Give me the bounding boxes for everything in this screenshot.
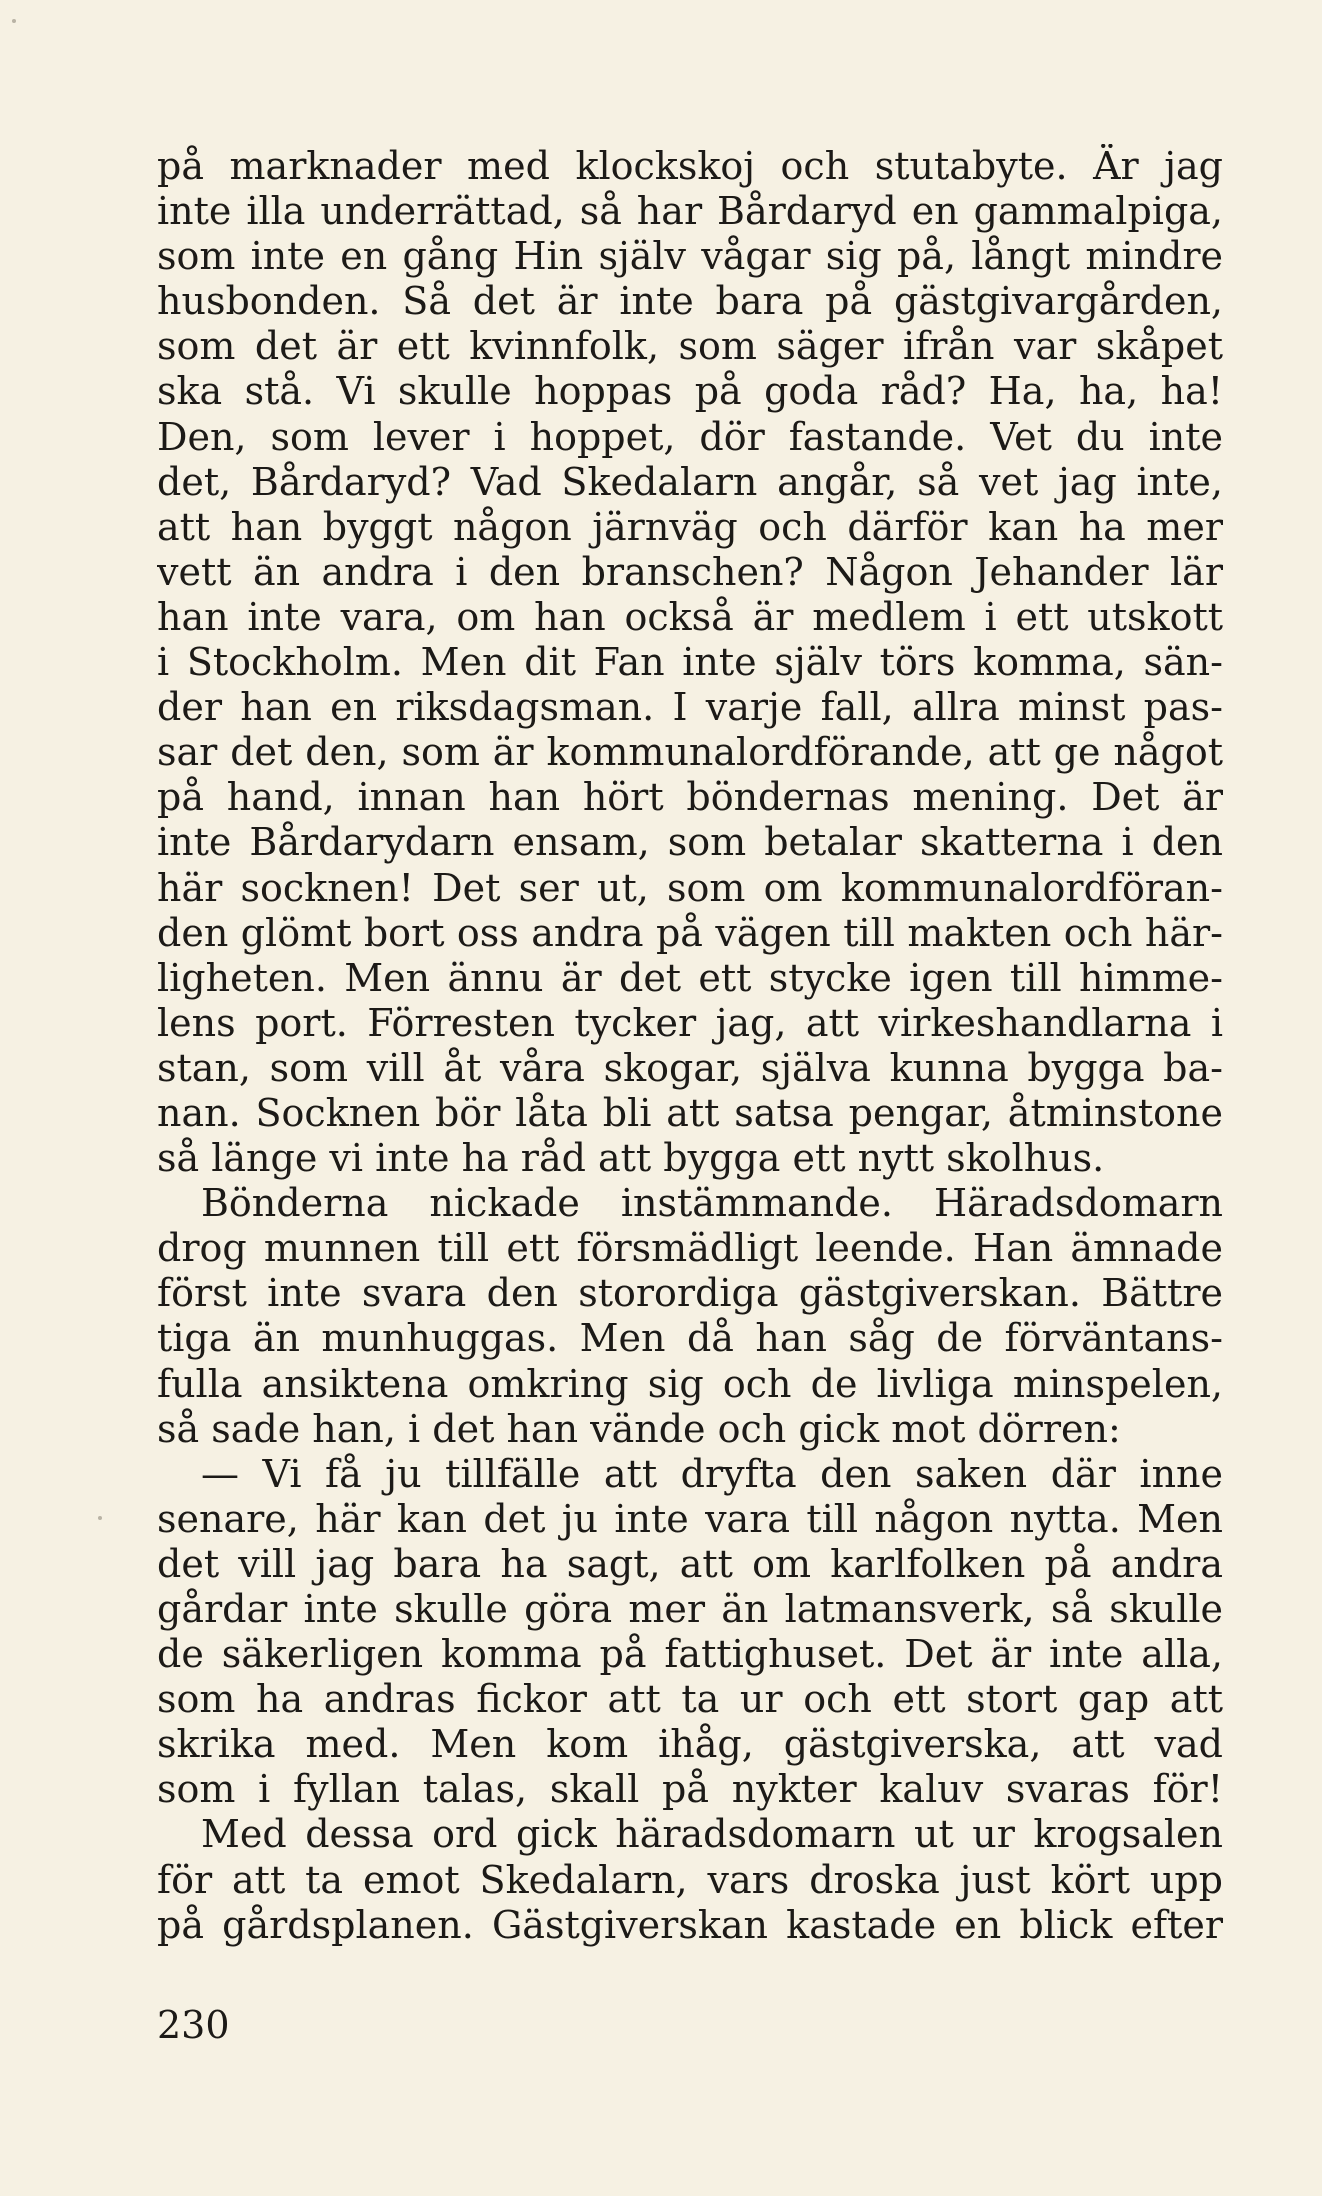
text-line: på hand, innan han hört böndernas mening. Det är (157, 775, 1223, 820)
text-line: det, Bårdaryd? Vad Skedalarn angår, så vet jag inte, (157, 459, 1223, 504)
text-line: der han en riksdagsman. I varje fall, allra minst pas- (157, 685, 1223, 730)
text-line: — Vi få ju tillfälle att dryfta den saken där inne (201, 1451, 1223, 1496)
text-line: för att ta emot Skedalarn, vars droska just kört upp (157, 1857, 1223, 1902)
text-line: den glömt bort oss andra på vägen till makten och här- (157, 910, 1223, 955)
text-line: först inte svara den storordiga gästgiverskan. Bättre (157, 1271, 1223, 1316)
text-line: han inte vara, om han också är medlem i ett utskott (157, 594, 1223, 639)
paper-speck-margin (98, 1516, 102, 1520)
text-line: som det är ett kvinnfolk, som säger ifrån var skåpet (157, 324, 1223, 369)
text-line: skrika med. Men kom ihåg, gästgiverska, att vad (157, 1722, 1223, 1767)
text-line: senare, här kan det ju inte vara till någon nytta. Men (157, 1496, 1223, 1541)
text-line: Bönderna nickade instämmande. Häradsdomarn (201, 1181, 1223, 1226)
text-line: gårdar inte skulle göra mer än latmansverk, så skulle (157, 1587, 1223, 1631)
text-line: på gårdsplanen. Gästgiverskan kastade en blick efter (157, 1902, 1223, 1947)
paper-speck-top (12, 19, 16, 23)
text-line: att han byggt någon järnväg och därför kan ha mer (157, 504, 1223, 549)
text-line: på marknader med klockskoj och stutabyte. Är jag (157, 144, 1223, 188)
text-line: drog munnen till ett försmädligt leende. Han ämnade (157, 1226, 1223, 1271)
text-line: så sade han, i det han vände och gick mot dörren: (157, 1406, 1121, 1451)
text-line: här socknen! Det ser ut, som om kommunalordföran- (157, 865, 1223, 910)
text-line: som inte en gång Hin själv vågar sig på, långt mindre (157, 234, 1223, 279)
text-line: ska stå. Vi skulle hoppas på goda råd? Ha, ha, ha! (157, 369, 1223, 414)
text-line: de säkerligen komma på fattighuset. Det är inte alla, (157, 1632, 1223, 1677)
text-line: inte illa underrättad, så har Bårdaryd en gammalpiga, (157, 189, 1223, 234)
text-line: Den, som lever i hoppet, dör fastande. Vet du inte (157, 414, 1223, 459)
page-number: 230 (157, 2003, 230, 2047)
text-line: fulla ansiktena omkring sig och de livliga minspelen, (157, 1361, 1223, 1406)
text-line: Med dessa ord gick häradsdomarn ut ur krogsalen (201, 1812, 1223, 1857)
text-line: sar det den, som är kommunalordförande, att ge något (157, 730, 1223, 775)
body-text (157, 144, 1223, 1948)
text-line: lens port. Förresten tycker jag, att virkeshandlarna i (157, 1000, 1223, 1045)
text-line: vett än andra i den branschen? Någon Jehander lär (157, 549, 1223, 594)
text-line: husbonden. Så det är inte bara på gästgivargården, (157, 279, 1223, 324)
text-line: tiga än munhuggas. Men då han såg de förväntans- (157, 1316, 1223, 1361)
text-line: i Stockholm. Men dit Fan inte själv törs komma, sän- (157, 640, 1223, 685)
text-line: så länge vi inte ha råd att bygga ett nytt skolhus. (157, 1136, 1105, 1181)
text-line: ligheten. Men ännu är det ett stycke igen till himme- (157, 955, 1223, 1000)
text-line: det vill jag bara ha sagt, att om karlfolken på andra (157, 1541, 1223, 1586)
text-line: inte Bårdarydarn ensam, som betalar skatterna i den (157, 820, 1223, 865)
text-line: nan. Socknen bör låta bli att satsa pengar, åtminstone (157, 1090, 1223, 1135)
text-line: som ha andras fickor att ta ur och ett stort gap att (157, 1677, 1223, 1722)
text-line: stan, som vill åt våra skogar, själva kunna bygga ba- (157, 1045, 1223, 1090)
text-line: som i fyllan talas, skall på nykter kaluv svaras för! (157, 1767, 1223, 1812)
